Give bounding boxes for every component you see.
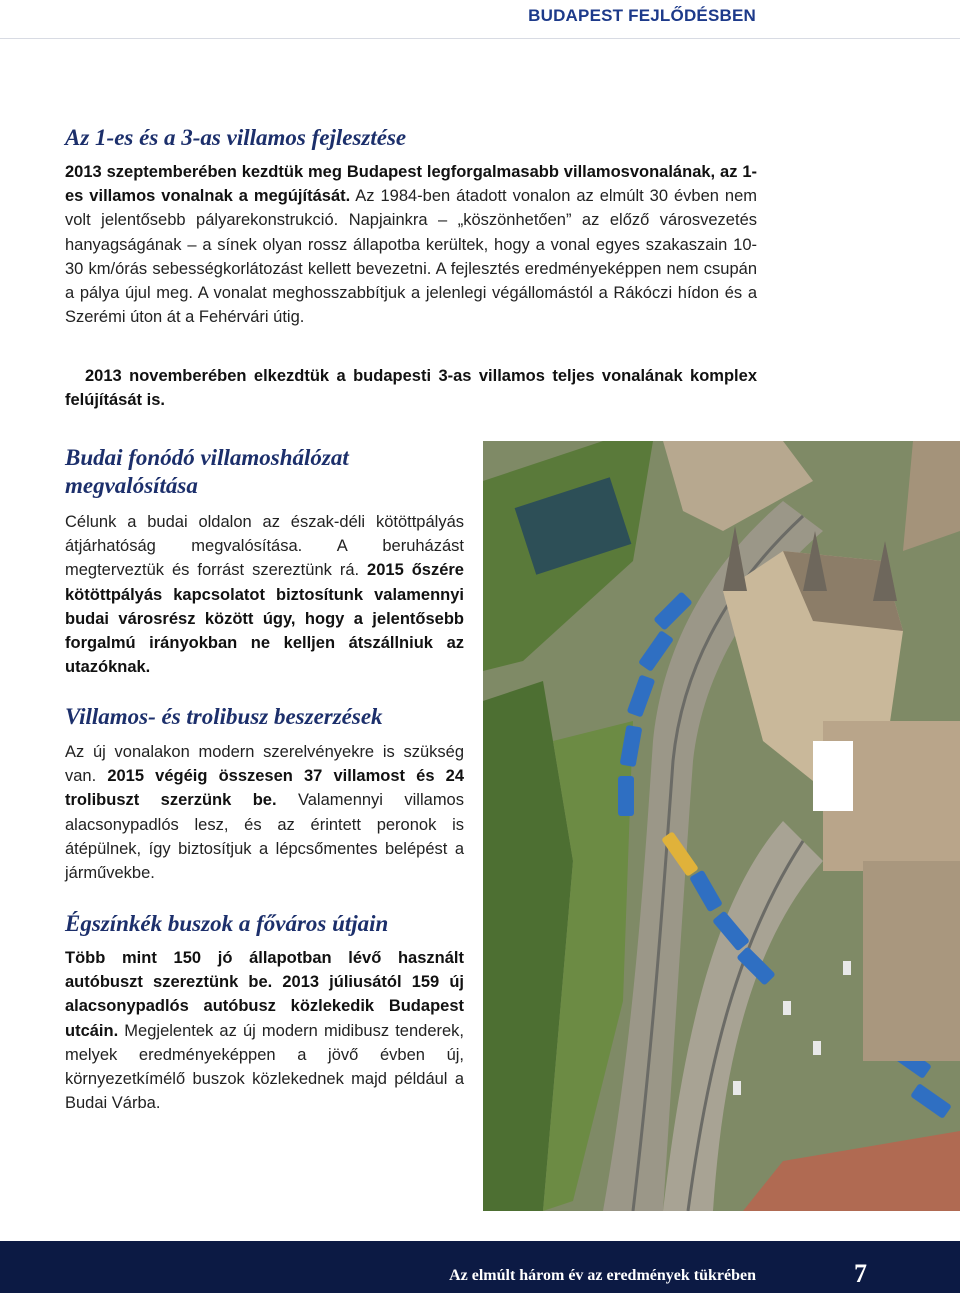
section1-paragraph xyxy=(65,160,757,329)
section3-body-rest: Valamennyi villamos alacsonypadlós lesz, és az érintett peronok is átépülnek, így biztosítjuk a lépcsőmentes belépést a járművekbe. xyxy=(65,791,464,883)
section-heading-vehicle-purchase: Villamos- és trolibusz beszerzések xyxy=(65,704,383,729)
page-footer xyxy=(0,1241,960,1293)
header-title: BUDAPEST FEJLŐDÉSBEN xyxy=(528,6,756,25)
section-heading-blue-buses: Égszínkék buszok a főváros útjain xyxy=(65,911,389,936)
section1-body: Az 1984-ben átadott vonalon az elmúlt 30 évben nem volt jelentősebb pályarekonstrukció. Napjainkra – „köszönhetően” az előző városvezetés hanyagságának – a sínek olyan rossz állapotba kerültek, hogy a vonal egyes szakaszain 10-30 km/órás sebességkorlátozást kellett bevezetni. A fejlesztés eredményeképpen nem csupán a pálya újul meg. A vonalat meghosszabbítjuk a jelenlegi végállomástól a Rákóczi hídon és a Szerémi úton át a Fehérvári útig. xyxy=(65,187,758,327)
section2-body: Célunk a budai oldalon az észak-déli kötöttpályás átjárhatóság megvalósítása. A beruházást megterveztük és forrást szereztünk rá. xyxy=(65,513,464,580)
section-heading-tram-1-3: Az 1-es és a 3-as villamos fejlesztése xyxy=(65,125,407,150)
section4-bold: Több mint 150 jó állapotban lévő használt autóbuszt szereztünk be. 2013 júliusától 159 új alacsonypadlós autóbusz közlekedik Budapest utcáin. xyxy=(65,949,464,1040)
aerial-city-photo xyxy=(483,441,960,1211)
section3-bold: 2015 végéig összesen 37 villamost és 24 trolibuszt szerzünk be. xyxy=(65,767,464,810)
section4-paragraph xyxy=(65,946,464,1115)
section2-bold: 2015 őszére kötöttpályás kapcsolatot biztosítunk valamennyi budai városrész között úgy, hogy a jelentősebb forgalmú irányokban ne kelljen átszállniuk az utazóknak. xyxy=(65,561,464,677)
section4-body: Megjelentek az új modern midibusz tenderek, melyek eredményeképpen a jövő évben új, környezetkímélő buszok közlekednek majd például a Budai Várba. xyxy=(65,1021,464,1113)
page-header xyxy=(0,0,960,39)
section2-paragraph xyxy=(65,510,464,679)
section3-paragraph xyxy=(65,740,464,885)
section3-body-pre: Az új vonalakon modern szerelvényekre is szükség van. xyxy=(65,743,464,786)
section1-paragraph-2 xyxy=(65,364,757,412)
section1-bold-lead: 2013 szeptemberében kezdtük meg Budapest legforgalmasabb villamosvonalának, az 1-es villamos vonalnak a megújítását. xyxy=(65,163,757,206)
footer-text: Az elmúlt három év az eredmények tükrében xyxy=(449,1267,756,1284)
aerial-photo-illustration xyxy=(483,441,960,1211)
section-heading-buda-network: Budai fonódó villamoshálózat megvalósítása xyxy=(65,445,349,498)
page-number: 7 xyxy=(854,1259,867,1288)
section1-bold-2: 2013 novemberében elkezdtük a budapesti 3-as villamos teljes vonalának komplex felújítását is. xyxy=(65,367,757,410)
